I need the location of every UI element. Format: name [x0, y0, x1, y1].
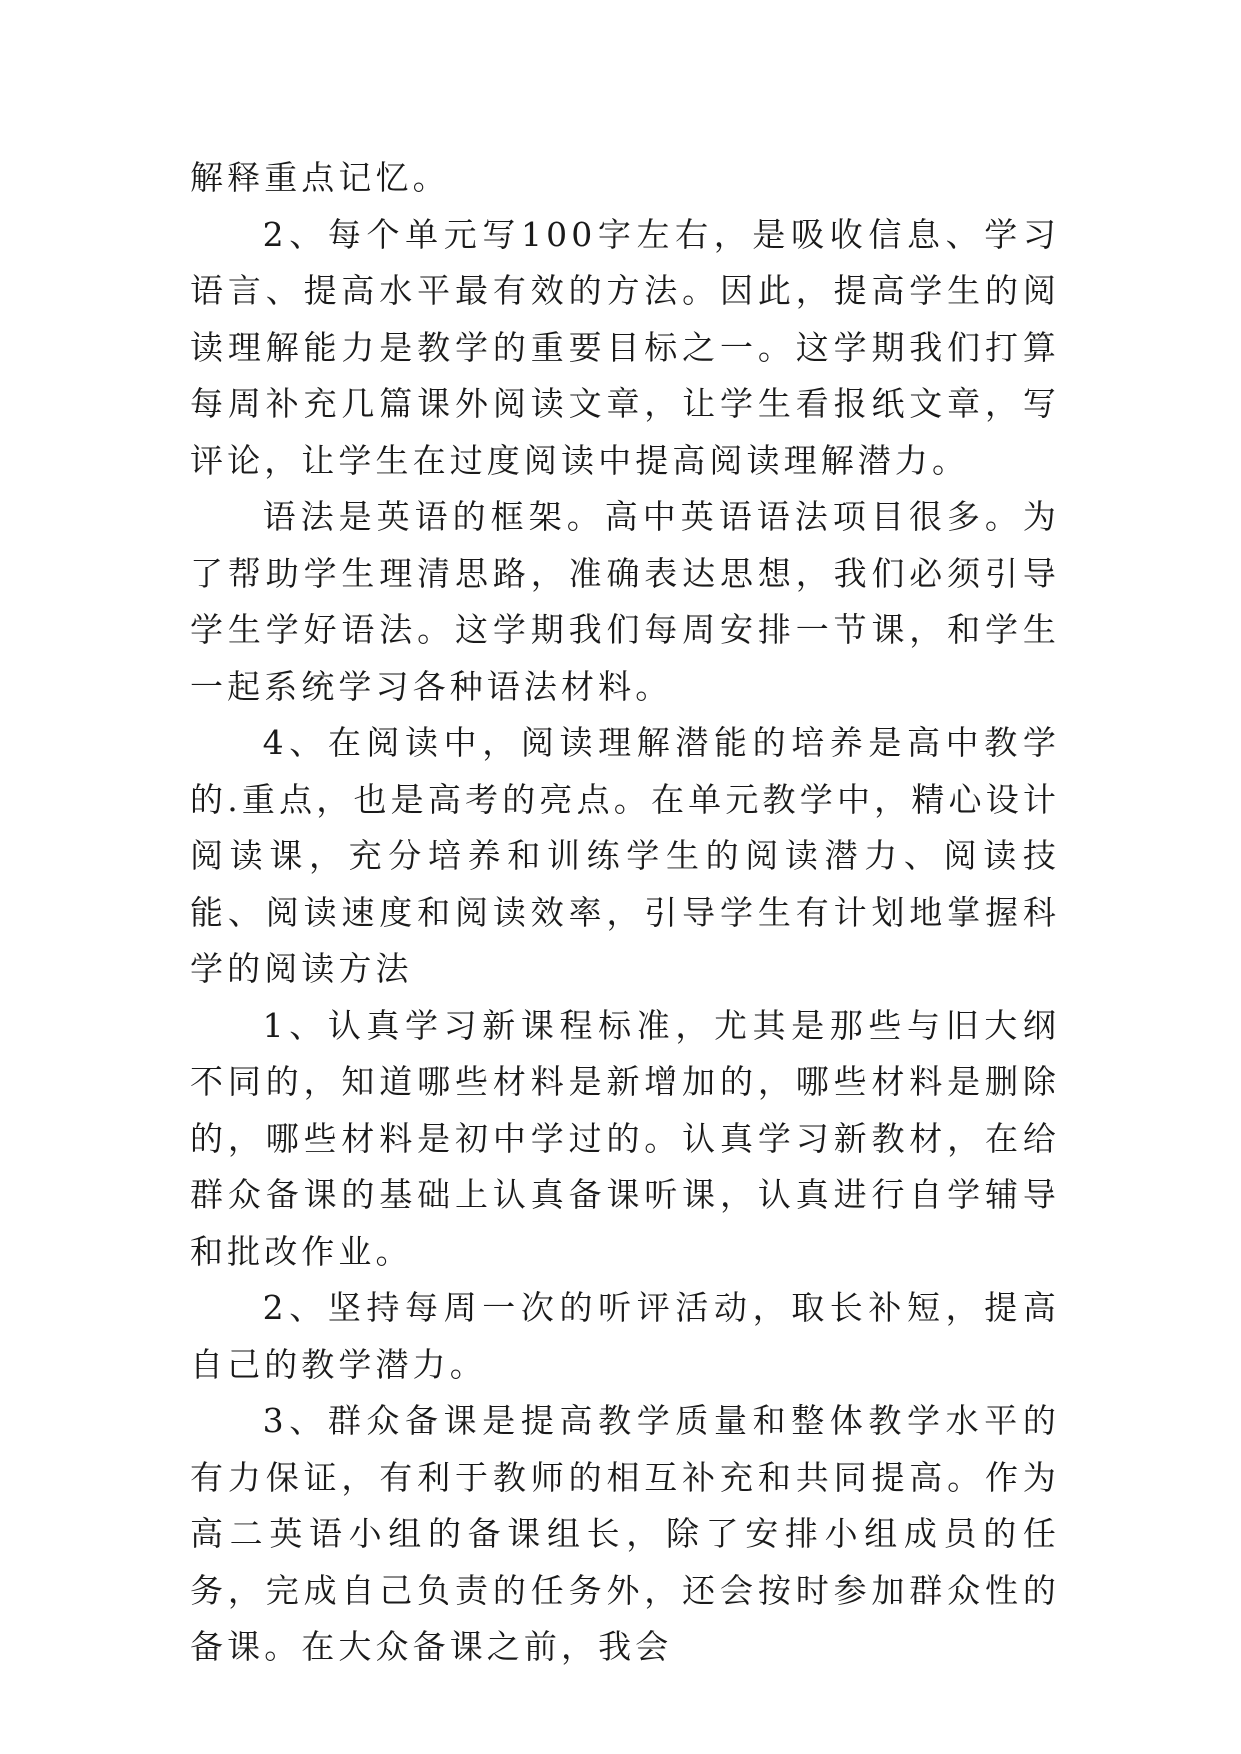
paragraph-7: 3、群众备课是提高教学质量和整体教学水平的有力保证，有利于教师的相互补充和共同提高。作为高二英语小组的备课组长，除了安排小组成员的任务，完成自己负责的任务外，还会按时参加群众性的备课。在大众备课之前，我会 — [190, 1401, 1060, 1666]
paragraph-4: 4、在阅读中，阅读理解潜能的培养是高中教学的.重点，也是高考的亮点。在单元教学中，精心设计阅读课，充分培养和训练学生的阅读潜力、阅读技能、阅读速度和阅读效率，引导学生有计划地掌握科学的阅读方法 — [190, 723, 1060, 988]
paragraph-1: 解释重点记忆。 — [190, 158, 450, 197]
document-body — [190, 150, 1060, 1676]
paragraph-6: 2、坚持每周一次的听评活动，取长补短，提高自己的教学潜力。 — [190, 1288, 1060, 1384]
paragraph-5: 1、认真学习新课程标准，尤其是那些与旧大纲不同的，知道哪些材料是新增加的，哪些材料是删除的，哪些材料是初中学过的。认真学习新教材，在给群众备课的基础上认真备课听课，认真进行自学辅导和批改作业。 — [190, 1005, 1060, 1271]
paragraph-2: 2、每个单元写100字左右，是吸收信息、学习语言、提高水平最有效的方法。因此，提高学生的阅读理解能力是教学的重要目标之一。这学期我们打算每周补充几篇课外阅读文章，让学生看报纸文章，写评论，让学生在过度阅读中提高阅读理解潜力。 — [190, 214, 1060, 480]
paragraph-3: 语法是英语的框架。高中英语语法项目很多。为了帮助学生理清思路，准确表达思想，我们必须引导学生学好语法。这学期我们每周安排一节课，和学生一起系统学习各种语法材料。 — [190, 497, 1060, 706]
